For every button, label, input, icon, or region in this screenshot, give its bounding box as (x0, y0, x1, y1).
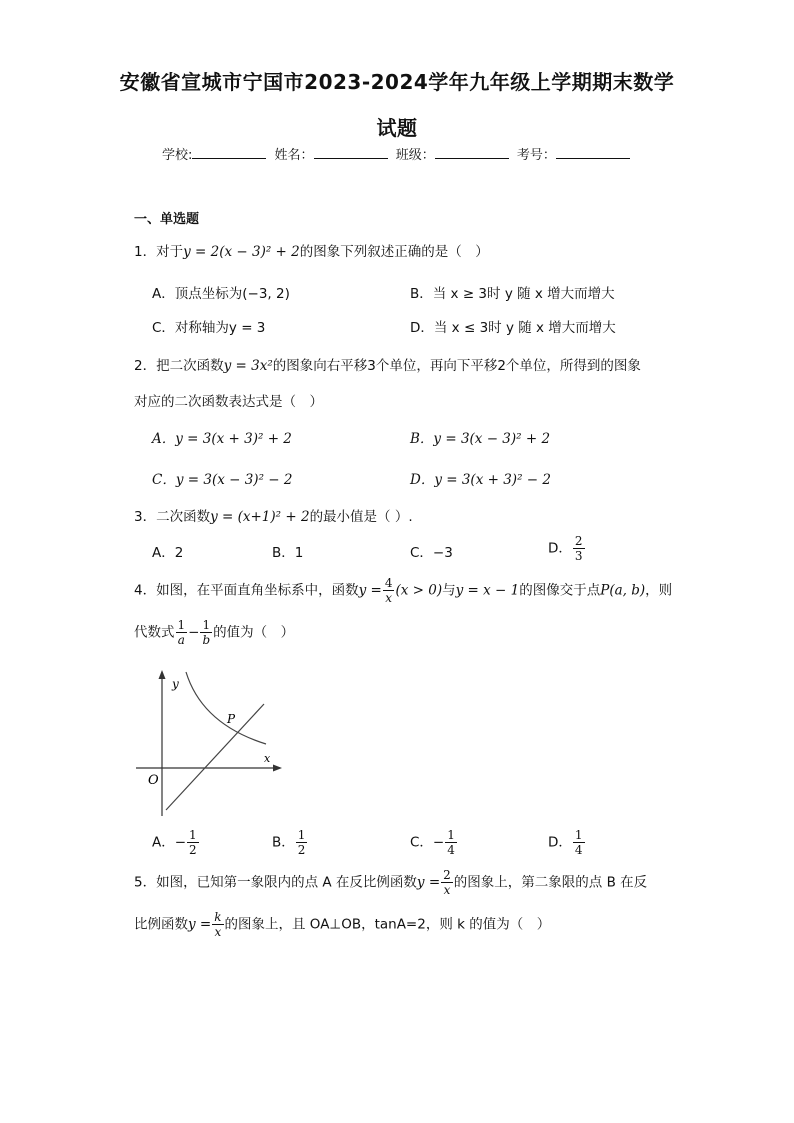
question-5-stem: 5．如图，已知第一象限内的点 A 在反比例函数y = $\frac{2}{x}$ 的图象上，第二象限的点 B 在反 (134, 868, 648, 897)
origin-label: O (148, 773, 159, 788)
section-heading: 一、单选题 (134, 212, 200, 227)
q3-option-c[interactable]: C．−3 (410, 545, 453, 561)
y-axis-arrow-icon (159, 670, 166, 679)
q3-option-a[interactable]: A．2 (152, 545, 184, 561)
q2-option-b[interactable]: B．y = 3(x − 3)² + 2 (410, 431, 551, 447)
q4-graph (130, 668, 290, 818)
x-axis-label: x (264, 752, 271, 765)
number-label: 考号： (516, 148, 556, 163)
x-axis-arrow-icon (273, 765, 282, 772)
linear-function-line (166, 704, 264, 810)
q4-option-a[interactable]: A．− $\frac{1}{2}$ (152, 828, 197, 857)
school-blank[interactable] (192, 146, 266, 159)
number-blank[interactable] (556, 146, 630, 159)
class-label: 班级： (395, 148, 435, 163)
question-1-stem: 1．对于y = 2(x − 3)² + 2的图象下列叙述正确的是（ ） (134, 244, 489, 260)
q1-option-b[interactable]: B．当 x ≥ 3时 y 随 x 增大而增大 (410, 286, 615, 302)
question-2-stem: 2．把二次函数y = 3x²的图象向右平移3个单位，再向下平移2个单位，所得到的图象 (134, 358, 641, 374)
q3-option-b[interactable]: B．1 (272, 545, 304, 561)
y-axis-label: y (172, 677, 179, 691)
question-3-stem: 3．二次函数y = (x+1)² + 2的最小值是（ ）. (134, 509, 413, 525)
q1-option-c[interactable]: C．对称轴为y = 3 (152, 320, 266, 336)
school-label: 学校: (162, 148, 193, 163)
q2-option-d[interactable]: D．y = 3(x + 3)² − 2 (410, 472, 551, 488)
q4-expr-frac-a: $\frac{1}{a}$ (177, 618, 186, 647)
q3-option-d[interactable]: D． $\frac{2}{3}$ (548, 534, 583, 563)
class-blank[interactable] (435, 146, 509, 159)
q2-option-c[interactable]: C．y = 3(x − 3)² − 2 (152, 472, 293, 488)
name-label: 姓名： (274, 148, 314, 163)
q4-expr-frac-b: $\frac{1}{b}$ (202, 618, 211, 647)
question-2-stem-line2: 对应的二次函数表达式是（ ） (134, 394, 323, 410)
q4-option-c[interactable]: C．− $\frac{1}{4}$ (410, 828, 455, 857)
name-blank[interactable] (314, 146, 388, 159)
point-p-label: P (227, 712, 236, 726)
q1-option-a[interactable]: A．顶点坐标为(−3, 2) (152, 286, 290, 302)
question-5-stem-line2: 比例函数y = $\frac{k}{x}$ 的图象上，且 OA⊥OB，tanA=2，则 k 的值为（ ） (134, 910, 551, 939)
q5-g-fraction: $\frac{k}{x}$ (214, 910, 222, 939)
q3-formula: y = (x+1)² + 2 (210, 509, 310, 525)
q3-d-fraction: $\frac{2}{3}$ (574, 534, 583, 563)
question-4-stem: 4．如图，在平面直角坐标系中，函数y = $\frac{4}{x}$ (x > 0)与y = x − 1的图像交于点P(a, b)，则 (134, 576, 673, 605)
hyperbola-curve (186, 672, 266, 744)
q1-option-d[interactable]: D．当 x ≤ 3时 y 随 x 增大而增大 (410, 320, 616, 336)
q2-formula: y = 3x² (223, 358, 273, 374)
q4-f1-fraction: $\frac{4}{x}$ (384, 576, 393, 605)
page-title-continued: 试题 (376, 116, 418, 140)
question-4-stem-line2: 代数式 $\frac{1}{a}$ − $\frac{1}{b}$ 的值为（ ） (134, 618, 295, 647)
q2-option-a[interactable]: A．y = 3(x + 3)² + 2 (152, 431, 292, 447)
q4-option-b[interactable]: B． $\frac{1}{2}$ (272, 828, 306, 857)
q4-option-d[interactable]: D． $\frac{1}{4}$ (548, 828, 583, 857)
q1-formula: y = 2(x − 3)² + 2 (183, 244, 300, 260)
page-title: 安徽省宣城市宁国市2023-2024学年九年级上学期期末数学 (119, 70, 675, 94)
q5-f-fraction: $\frac{2}{x}$ (443, 868, 451, 897)
student-info (162, 144, 634, 163)
